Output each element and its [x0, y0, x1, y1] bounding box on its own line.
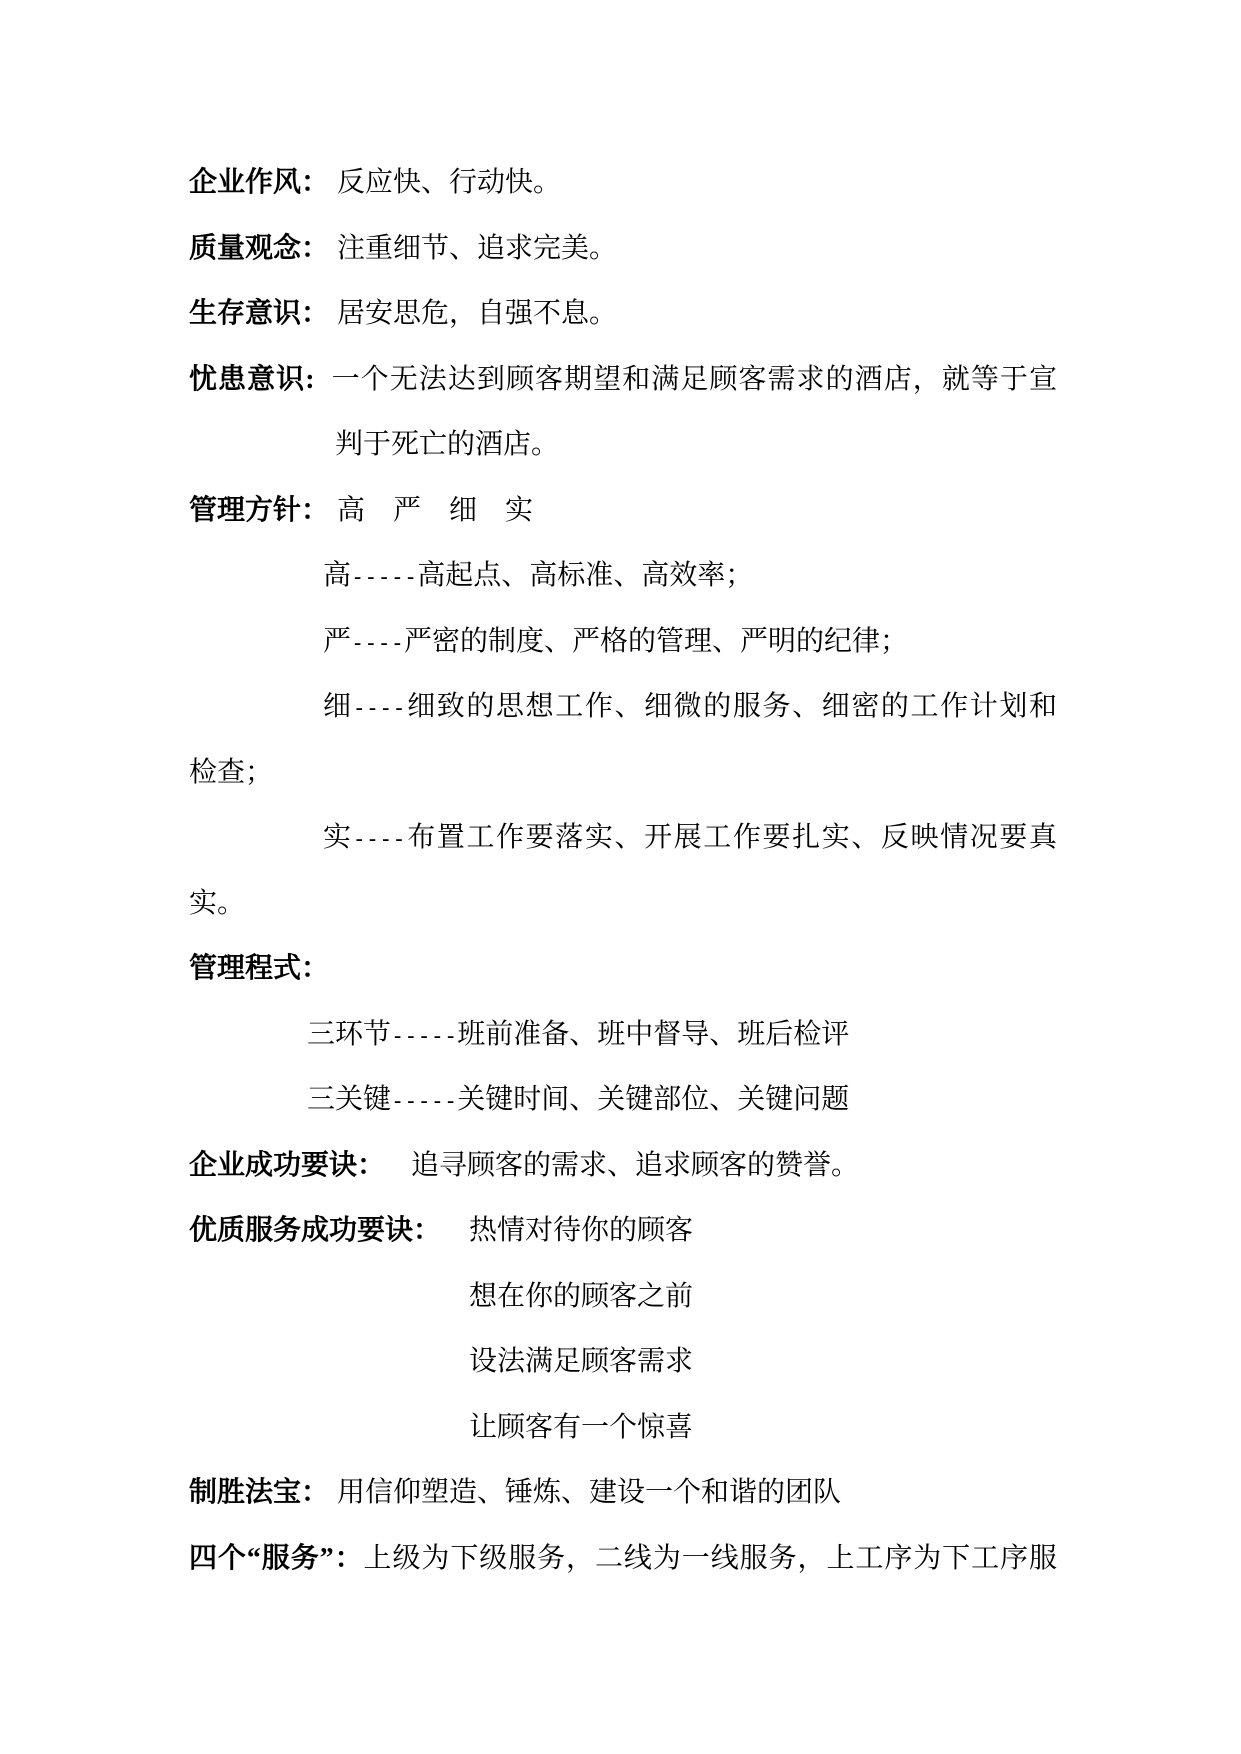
- service-success-keys-line: [189, 1198, 1057, 1264]
- four-services-text: 上级为下级服务，二线为一线服务，上工序为下工序服: [363, 1542, 1057, 1574]
- policy-item-head: 高: [323, 560, 352, 591]
- crisis-awareness-line: [189, 347, 1057, 413]
- service-success-key-item: 热情对待你的顾客: [469, 1215, 694, 1246]
- policy-item-head: 严: [323, 625, 352, 657]
- policy-item-solid-continuation: [189, 871, 1057, 937]
- procedure-item-text: 关键时间、关键部位、关键问题: [457, 1084, 850, 1115]
- policy-item-head: 实: [323, 822, 353, 853]
- service-success-key-item: 设法满足顾客需求: [469, 1346, 694, 1377]
- winning-formula-text: 用信仰塑造、锤炼、建设一个和谐的团队: [337, 1477, 842, 1508]
- survival-awareness-label: 生存意识：: [189, 298, 330, 329]
- crisis-awareness-label: 忧患意识:: [189, 363, 315, 395]
- policy-item-detail: [189, 674, 1057, 740]
- winning-formula-line: [189, 1460, 1057, 1526]
- policy-item-dashes: -----: [351, 565, 418, 590]
- policy-item-dashes: ----: [351, 630, 404, 656]
- corporate-style-line: [189, 150, 1057, 216]
- quality-concept-text: 注重细节、追求完美。: [337, 232, 618, 264]
- policy-item-dashes: ----: [352, 827, 406, 852]
- success-key-label: 企业成功要诀：: [189, 1149, 386, 1181]
- procedure-item-head: 三关键: [307, 1084, 392, 1115]
- four-services-line: [189, 1526, 1057, 1592]
- policy-item-text: 布置工作要落实、开展工作要扎实、反映情况要真: [405, 822, 1057, 853]
- survival-awareness-text: 居安思危，自强不息。: [337, 298, 618, 329]
- policy-item-solid: [189, 805, 1057, 871]
- management-policy-line: [189, 478, 1057, 544]
- procedure-item-dashes: -----: [391, 1023, 458, 1049]
- policy-item-text: 细致的思想工作、细微的服务、细密的工作计划和: [405, 691, 1057, 722]
- policy-item-text-continued: 实。: [189, 887, 246, 919]
- policy-item-dashes: ----: [352, 696, 406, 721]
- management-policy-label: 管理方针：: [189, 494, 330, 526]
- management-policy-text: 高 严 细 实: [337, 494, 534, 526]
- management-procedure-line: [189, 936, 1057, 1002]
- procedure-item-text: 班前准备、班中督导、班后检评: [457, 1018, 850, 1050]
- service-success-key-line: [189, 1264, 1057, 1330]
- success-key-text: 追寻顾客的需求、追求顾客的赞誉。: [411, 1149, 860, 1181]
- policy-item-strict: [189, 609, 1057, 675]
- crisis-awareness-text-continued: 判于死亡的酒店。: [335, 429, 560, 460]
- corporate-style-label: 企业作风：: [189, 167, 330, 198]
- quality-concept-line: [189, 216, 1057, 282]
- corporate-style-text: 反应快、行动快。: [337, 167, 562, 198]
- policy-item-text-continued: 检查；: [189, 756, 274, 788]
- procedure-item-three-links: [189, 1002, 1057, 1068]
- quality-concept-label: 质量观念：: [189, 232, 330, 264]
- crisis-awareness-continuation: [189, 412, 1057, 478]
- crisis-awareness-text: 一个无法达到顾客期望和满足顾客需求的酒店，就等于宣: [330, 363, 1057, 395]
- policy-item-detail-continuation: [189, 740, 1057, 806]
- procedure-item-three-keys: [189, 1067, 1057, 1133]
- four-services-label: 四个“服务”：: [189, 1542, 364, 1574]
- winning-formula-label: 制胜法宝：: [189, 1477, 330, 1508]
- service-success-key-item: 想在你的顾客之前: [469, 1280, 694, 1312]
- policy-item-text: 严密的制度、严格的管理、严明的纪律；: [404, 625, 909, 657]
- procedure-item-head: 三环节: [307, 1018, 392, 1050]
- service-success-keys-label: 优质服务成功要诀：: [189, 1215, 442, 1246]
- policy-item-text: 高起点、高标准、高效率；: [417, 560, 754, 591]
- service-success-key-line: [189, 1395, 1057, 1461]
- success-key-line: [189, 1133, 1057, 1199]
- policy-item-head: 细: [323, 691, 353, 722]
- policy-item-high: [189, 543, 1057, 609]
- procedure-item-dashes: -----: [391, 1089, 458, 1114]
- management-procedure-label: 管理程式：: [189, 953, 330, 984]
- service-success-key-item: 让顾客有一个惊喜: [469, 1411, 694, 1443]
- service-success-key-line: [189, 1329, 1057, 1395]
- survival-awareness-line: [189, 281, 1057, 347]
